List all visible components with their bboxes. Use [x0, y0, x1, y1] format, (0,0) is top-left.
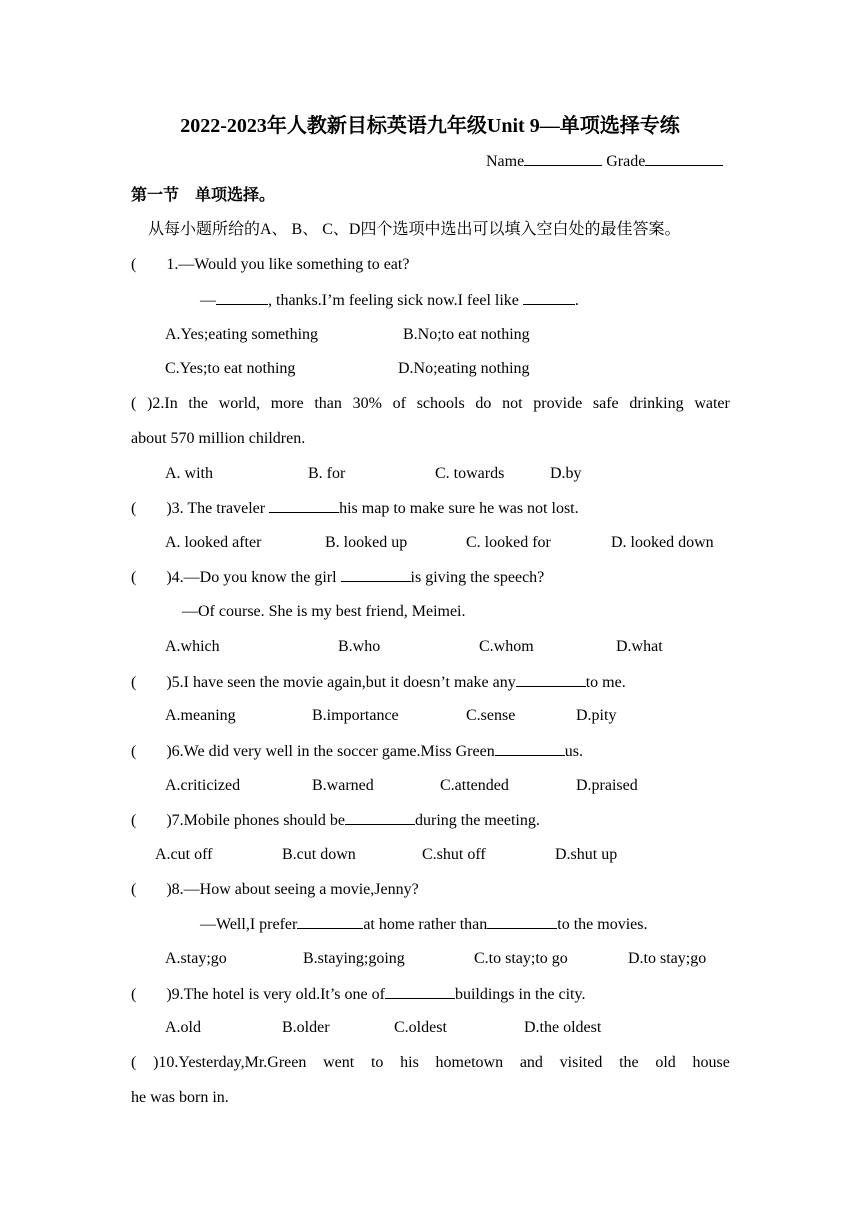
grade-label: Grade	[606, 153, 646, 170]
q5-option-d[interactable]: D.pity	[576, 707, 617, 724]
q4-stem-pre: )4.—Do you know the girl	[166, 569, 341, 586]
q5-stem	[131, 672, 626, 693]
q5-option-a[interactable]: A.meaning	[165, 707, 236, 724]
q3-option-a[interactable]: A. looked after	[165, 534, 262, 551]
q2-word: safe	[592, 395, 619, 412]
q4-paren: (	[131, 569, 137, 586]
q8-reply-pre: —Well,I prefer	[200, 916, 298, 933]
q4-blank[interactable]	[341, 567, 411, 582]
q10-word: to	[370, 1054, 384, 1071]
q10-word: house	[692, 1054, 730, 1071]
q2-word: world,	[218, 395, 261, 412]
q4-stem-post: is giving the speech?	[410, 569, 545, 586]
q4-option-a[interactable]: A.which	[165, 638, 220, 655]
q1-reply-end: .	[574, 292, 579, 309]
q2-option-a[interactable]: A. with	[165, 465, 213, 482]
q1-blank-2[interactable]	[523, 290, 575, 305]
q2-word: )2.In	[147, 395, 178, 412]
q1-option-b[interactable]: B.No;to eat nothing	[403, 326, 530, 343]
q10-word: and	[519, 1054, 543, 1071]
q3-stem-post: his map to make sure he was not lost.	[339, 500, 579, 517]
q6-option-d[interactable]: D.praised	[576, 777, 638, 794]
q6-stem	[131, 741, 583, 762]
q2-stem-line2: about 570 million children.	[131, 430, 306, 447]
q2-stem-line1	[131, 394, 730, 414]
q8-stem	[131, 880, 419, 900]
q7-option-d[interactable]: D.shut up	[555, 846, 618, 863]
q1-option-d[interactable]: D.No;eating nothing	[398, 360, 530, 377]
q7-stem	[131, 810, 540, 831]
q9-option-d[interactable]: D.the oldest	[524, 1019, 602, 1036]
q10-word: visited	[559, 1054, 603, 1071]
q9-stem-pre: )9.The hotel is very old.It’s one of	[166, 986, 385, 1003]
q2-word: not	[502, 395, 523, 412]
q4-option-c[interactable]: C.whom	[479, 638, 534, 655]
q10-word: hometown	[435, 1054, 504, 1071]
q3-blank[interactable]	[269, 498, 339, 513]
q6-blank[interactable]	[495, 741, 565, 756]
name-blank[interactable]	[524, 151, 602, 166]
q3-option-b[interactable]: B. looked up	[325, 534, 408, 551]
q8-option-a[interactable]: A.stay;go	[165, 950, 227, 967]
grade-blank[interactable]	[645, 151, 723, 166]
q8-stem-text: )8.—How about seeing a movie,Jenny?	[166, 881, 419, 898]
q5-stem-post: to me.	[585, 674, 626, 691]
q2-word: (	[131, 395, 137, 412]
q8-option-c[interactable]: C.to stay;to go	[474, 950, 568, 967]
q9-option-b[interactable]: B.older	[282, 1019, 330, 1036]
q10-word: went	[323, 1054, 355, 1071]
q10-word: the	[619, 1054, 639, 1071]
q2-option-c[interactable]: C. towards	[435, 465, 505, 482]
q1-reply	[200, 290, 579, 311]
q7-option-b[interactable]: B.cut down	[282, 846, 356, 863]
q6-stem-pre: )6.We did very well in the soccer game.Miss Green	[166, 743, 495, 760]
page-title: 2022-2023年人教新目标英语九年级Unit 9—单项选择专练	[180, 115, 680, 137]
q3-paren: (	[131, 500, 137, 517]
q2-word: drinking	[629, 395, 684, 412]
q9-paren: (	[131, 986, 137, 1003]
q8-paren: (	[131, 881, 137, 898]
q9-stem-post: buildings in the city.	[454, 986, 586, 1003]
q3-stem-pre: )3. The traveler	[166, 500, 270, 517]
q1-paren: (	[131, 256, 137, 273]
q10-stem-line2: he was born in.	[131, 1089, 229, 1106]
q5-stem-pre: )5.I have seen the movie again,but it doesn’t make any	[166, 674, 516, 691]
q2-word: do	[475, 395, 492, 412]
q4-reply: —Of course. She is my best friend, Meimei.	[182, 603, 466, 620]
q2-word: 30%	[352, 395, 382, 412]
q6-option-c[interactable]: C.attended	[440, 777, 509, 794]
q4-option-b[interactable]: B.who	[338, 638, 381, 655]
q6-stem-post: us.	[564, 743, 583, 760]
q5-paren: (	[131, 674, 137, 691]
q1-stem: 1.—Would you like something to eat?	[166, 256, 410, 273]
q5-blank[interactable]	[516, 672, 586, 687]
q3-option-d[interactable]: D. looked down	[611, 534, 714, 551]
q2-word: than	[314, 395, 342, 412]
q10-stem-line1	[131, 1053, 730, 1073]
q2-word: schools	[416, 395, 465, 412]
q2-word: more	[270, 395, 304, 412]
q8-reply	[200, 914, 648, 935]
section-title: 第一节 单项选择。	[131, 187, 276, 204]
q1-option-c[interactable]: C.Yes;to eat nothing	[165, 360, 296, 377]
q2-word: water	[694, 395, 730, 412]
q10-word: his	[400, 1054, 419, 1071]
q9-blank[interactable]	[385, 984, 455, 999]
q7-option-a[interactable]: A.cut off	[155, 846, 213, 863]
q4-option-d[interactable]: D.what	[616, 638, 663, 655]
q6-paren: (	[131, 743, 137, 760]
q10-word: old	[655, 1054, 676, 1071]
q8-reply-mid: at home rather than	[363, 916, 488, 933]
q10-word: )10.Yesterday,Mr.Green	[153, 1054, 307, 1071]
q2-word: of	[392, 395, 406, 412]
q2-word: the	[188, 395, 208, 412]
q3-stem	[131, 498, 579, 519]
q6-option-a[interactable]: A.criticized	[165, 777, 241, 794]
q2-option-d[interactable]: D.by	[550, 465, 582, 482]
q8-option-d[interactable]: D.to stay;go	[628, 950, 707, 967]
q5-option-c[interactable]: C.sense	[466, 707, 516, 724]
q9-stem	[131, 984, 585, 1005]
q1-reply-dash: —	[200, 292, 216, 309]
q7-stem-pre: )7.Mobile phones should be	[166, 812, 345, 829]
q10-word: (	[131, 1054, 137, 1071]
q7-stem-post: during the meeting.	[414, 812, 540, 829]
q5-option-b[interactable]: B.importance	[312, 707, 399, 724]
q1-stem-line	[131, 255, 409, 275]
q2-word: provide	[533, 395, 583, 412]
q9-option-c[interactable]: C.oldest	[394, 1019, 447, 1036]
q1-blank-1[interactable]	[216, 290, 268, 305]
q1-option-a[interactable]: A.Yes;eating something	[165, 326, 319, 343]
q7-option-c[interactable]: C.shut off	[422, 846, 486, 863]
q7-blank[interactable]	[345, 810, 415, 825]
q6-option-b[interactable]: B.warned	[312, 777, 374, 794]
name-label: Name	[486, 153, 525, 170]
q8-option-b[interactable]: B.staying;going	[303, 950, 405, 967]
q8-blank-2[interactable]	[487, 914, 557, 929]
q2-option-b[interactable]: B. for	[308, 465, 346, 482]
q1-reply-text: , thanks.I’m feeling sick now.I feel like	[268, 292, 523, 309]
q4-stem	[131, 567, 544, 588]
q3-option-c[interactable]: C. looked for	[466, 534, 551, 551]
q7-paren: (	[131, 812, 137, 829]
name-grade-line	[486, 151, 723, 172]
instruction: 从每小题所给的A、 B、 C、D四个选项中选出可以填入空白处的最佳答案。	[148, 221, 681, 238]
q8-blank-1[interactable]	[297, 914, 363, 929]
q9-option-a[interactable]: A.old	[165, 1019, 201, 1036]
q8-reply-end: to the movies.	[557, 916, 648, 933]
